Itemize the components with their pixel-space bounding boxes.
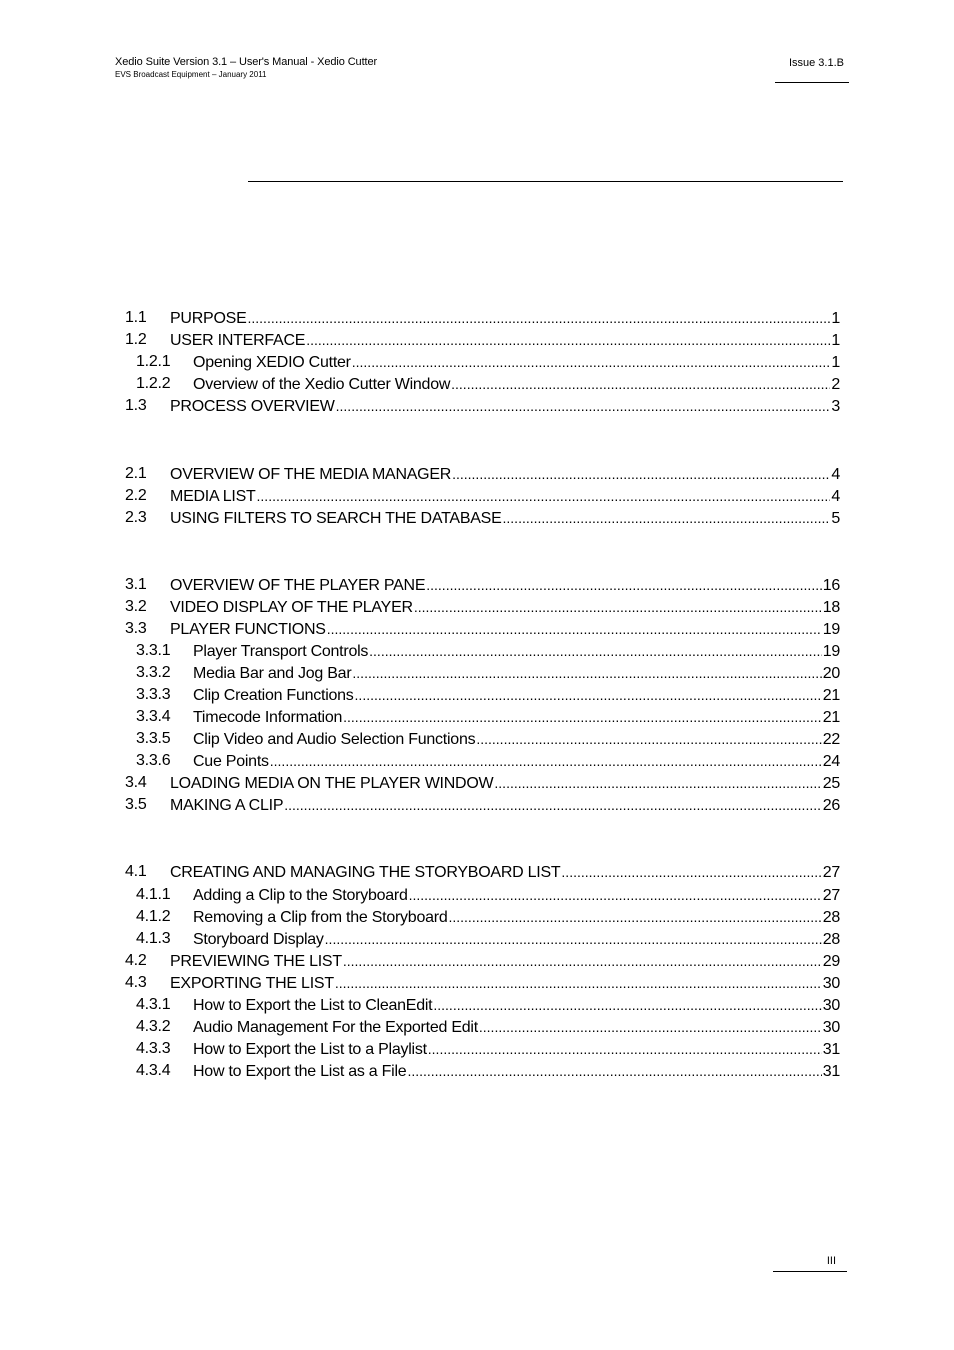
toc-entry-number: 3.3.2	[136, 664, 171, 681]
toc-entry[interactable]	[0, 329, 954, 351]
toc-entry-title: Cue Points	[193, 753, 269, 770]
toc-entry[interactable]	[0, 794, 954, 816]
toc-dot-leader	[343, 950, 822, 972]
toc-dot-leader	[284, 794, 821, 816]
toc-entry-number: 3.3.5	[136, 730, 171, 747]
toc-entry-title: VIDEO DISPLAY OF THE PLAYER	[170, 599, 413, 616]
toc-entry[interactable]	[0, 373, 954, 395]
toc-dot-leader	[369, 640, 822, 662]
toc-entry-number: 1.2	[125, 331, 147, 348]
toc-entry-title: How to Export the List to a Playlist	[193, 1041, 427, 1058]
toc-dot-leader	[270, 750, 822, 772]
toc-entry[interactable]	[0, 884, 954, 906]
toc-entry-title: How to Export the List as a File	[193, 1063, 407, 1080]
toc-entry-page: 27	[822, 887, 840, 904]
toc-entry-title: Opening XEDIO Cutter	[193, 354, 351, 371]
toc-entry-number: 3.3.4	[136, 708, 171, 725]
toc-entry-page: 21	[822, 687, 840, 704]
toc-entry[interactable]	[0, 950, 954, 972]
toc-entry-page: 30	[822, 975, 840, 992]
toc-entry-title: PLAYER FUNCTIONS	[170, 621, 326, 638]
toc-entry-number: 4.3	[125, 974, 147, 991]
toc-dot-leader	[327, 618, 822, 640]
toc-entry-number: 4.3.3	[136, 1040, 171, 1057]
toc-entry-page: 25	[822, 775, 840, 792]
toc-entry-page: 30	[822, 1019, 840, 1036]
toc-dot-leader	[494, 772, 821, 794]
toc-dot-leader	[248, 307, 831, 329]
toc-entry-number: 4.1.3	[136, 930, 171, 947]
toc-entry-number: 4.3.2	[136, 1018, 171, 1035]
footer-page-number: III	[826, 1255, 836, 1267]
toc-entry[interactable]	[0, 485, 954, 507]
toc-entry-number: 1.3	[125, 397, 147, 414]
toc-entry-title: Clip Video and Audio Selection Functions	[193, 731, 476, 748]
toc-entry-page: 19	[822, 643, 840, 660]
toc-entry[interactable]	[0, 1060, 954, 1082]
toc-entry-number: 3.4	[125, 774, 147, 791]
toc-dot-leader	[433, 994, 821, 1016]
page-header	[115, 57, 377, 79]
toc-entry-title: How to Export the List to CleanEdit	[193, 997, 433, 1014]
toc-entry-number: 3.3.1	[136, 642, 171, 659]
toc-entry-title: CREATING AND MANAGING THE STORYBOARD LIST	[170, 864, 561, 881]
toc-entry-number: 2.2	[125, 487, 147, 504]
toc-entry-title: MAKING A CLIP	[170, 797, 284, 814]
toc-dot-leader	[428, 1038, 822, 1060]
toc-entry-number: 4.1.1	[136, 886, 171, 903]
toc-entry-number: 2.1	[125, 465, 147, 482]
toc-entry-title: Audio Management For the Exported Edit	[193, 1019, 478, 1036]
toc-entry[interactable]	[0, 728, 954, 750]
toc-entry-page: 29	[822, 953, 840, 970]
toc-dot-leader	[476, 728, 821, 750]
toc-entry-page: 4	[831, 488, 840, 505]
footer-rule	[773, 1271, 847, 1272]
toc-entry-number: 1.2.1	[136, 353, 171, 370]
toc-entry-number: 3.5	[125, 796, 147, 813]
toc-entry[interactable]	[0, 928, 954, 950]
toc-entry[interactable]	[0, 640, 954, 662]
toc-entry-title: Storyboard Display	[193, 931, 324, 948]
toc-dot-leader	[343, 706, 822, 728]
toc-entry-page: 31	[822, 1063, 840, 1080]
title-rule	[248, 181, 843, 182]
toc-entry-title: PREVIEWING THE LIST	[170, 953, 342, 970]
toc-entry[interactable]	[0, 351, 954, 373]
toc-entry[interactable]	[0, 684, 954, 706]
toc-entry-title: Player Transport Controls	[193, 643, 369, 660]
toc-entry-number: 1.1	[125, 309, 147, 326]
toc-entry-title: LOADING MEDIA ON THE PLAYER WINDOW	[170, 775, 494, 792]
toc-entry-page: 3	[831, 398, 840, 415]
toc-entry-page: 30	[822, 997, 840, 1014]
toc-entry[interactable]	[0, 463, 954, 485]
toc-entry-page: 20	[822, 665, 840, 682]
toc-entry-page: 28	[822, 931, 840, 948]
toc-dot-leader	[352, 351, 831, 373]
toc-entry-title: Timecode Information	[193, 709, 343, 726]
toc-entry-page: 28	[822, 909, 840, 926]
toc-entry-number: 4.1.2	[136, 908, 171, 925]
toc-entry-number: 3.3.3	[136, 686, 171, 703]
toc-entry-number: 1.2.2	[136, 375, 171, 392]
toc-dot-leader	[503, 507, 831, 529]
toc-dot-leader	[451, 373, 830, 395]
toc-entry[interactable]	[0, 507, 954, 529]
toc-entry-title: PURPOSE	[170, 310, 247, 327]
toc-entry-page: 5	[831, 510, 840, 527]
toc-entry-page: 1	[831, 310, 840, 327]
toc-dot-leader	[257, 485, 831, 507]
toc-dot-leader	[335, 972, 822, 994]
header-rule	[775, 82, 849, 83]
toc-entry[interactable]	[0, 994, 954, 1016]
toc-dot-leader	[352, 662, 821, 684]
toc-entry-title: PROCESS OVERVIEW	[170, 398, 335, 415]
toc-entry-page: 4	[831, 466, 840, 483]
toc-entry-title: USER INTERFACE	[170, 332, 306, 349]
toc-dot-leader	[426, 574, 821, 596]
toc-dot-leader	[452, 463, 830, 485]
toc-entry-page: 16	[822, 577, 840, 594]
toc-entry-number: 4.3.1	[136, 996, 171, 1013]
toc-entry[interactable]	[0, 750, 954, 772]
toc-entry-title: Media Bar and Jog Bar	[193, 665, 352, 682]
toc-entry-title: USING FILTERS TO SEARCH THE DATABASE	[170, 510, 502, 527]
toc-entry-number: 2.3	[125, 509, 147, 526]
toc-entry-page: 27	[822, 864, 840, 881]
toc-entry-page: 2	[831, 376, 840, 393]
toc-entry-page: 18	[822, 599, 840, 616]
toc-entry-title: MEDIA LIST	[170, 488, 256, 505]
toc-entry[interactable]	[0, 972, 954, 994]
toc-entry[interactable]	[0, 574, 954, 596]
toc-dot-leader	[407, 1060, 821, 1082]
toc-dot-leader	[336, 395, 831, 417]
toc-dot-leader	[414, 596, 822, 618]
header-title: Xedio Suite Version 3.1 – User's Manual - Xedio Cutter	[115, 56, 378, 68]
toc-entry-title: OVERVIEW OF THE PLAYER PANE	[170, 577, 426, 594]
toc-dot-leader	[306, 329, 830, 351]
toc-entry-page: 1	[831, 332, 840, 349]
toc-entry-number: 4.3.4	[136, 1062, 171, 1079]
toc-dot-leader	[561, 861, 821, 883]
toc-entry-number: 3.3	[125, 620, 147, 637]
toc-entry[interactable]	[0, 861, 954, 883]
toc-entry-page: 31	[822, 1041, 840, 1058]
toc-entry[interactable]	[0, 618, 954, 640]
toc-entry-title: Overview of the Xedio Cutter Window	[193, 376, 451, 393]
toc-entry-page: 26	[822, 797, 840, 814]
toc-entry-page: 24	[822, 753, 840, 770]
toc-entry-number: 3.1	[125, 576, 147, 593]
toc-entry-page: 19	[822, 621, 840, 638]
toc-entry[interactable]	[0, 1016, 954, 1038]
header-subtitle: EVS Broadcast Equipment – January 2011	[115, 70, 267, 79]
toc-dot-leader	[325, 928, 822, 950]
toc-dot-leader	[448, 906, 821, 928]
toc-entry[interactable]	[0, 596, 954, 618]
toc-dot-leader	[479, 1016, 822, 1038]
header-issue: Issue 3.1.B	[788, 57, 844, 69]
toc-entry-page: 1	[831, 354, 840, 371]
toc-entry-title: Adding a Clip to the Storyboard	[193, 887, 408, 904]
toc-dot-leader	[355, 684, 822, 706]
toc-entry-title: Clip Creation Functions	[193, 687, 354, 704]
toc-entry[interactable]	[0, 395, 954, 417]
toc-entry-number: 4.1	[125, 863, 147, 880]
toc-entry-page: 22	[822, 731, 840, 748]
toc-entry-title: EXPORTING THE LIST	[170, 975, 334, 992]
toc-entry-number: 3.3.6	[136, 752, 171, 769]
toc-entry[interactable]	[0, 906, 954, 928]
toc-entry[interactable]	[0, 1038, 954, 1060]
toc-entry-page: 21	[822, 709, 840, 726]
toc-entry[interactable]	[0, 772, 954, 794]
toc-entry-number: 4.2	[125, 952, 147, 969]
toc-entry-number: 3.2	[125, 598, 147, 615]
toc-entry[interactable]	[0, 706, 954, 728]
toc-entry-title: Removing a Clip from the Storyboard	[193, 909, 448, 926]
toc-entry[interactable]	[0, 307, 954, 329]
toc-entry-title: OVERVIEW OF THE MEDIA MANAGER	[170, 466, 452, 483]
toc-entry[interactable]	[0, 662, 954, 684]
toc-dot-leader	[409, 884, 822, 906]
